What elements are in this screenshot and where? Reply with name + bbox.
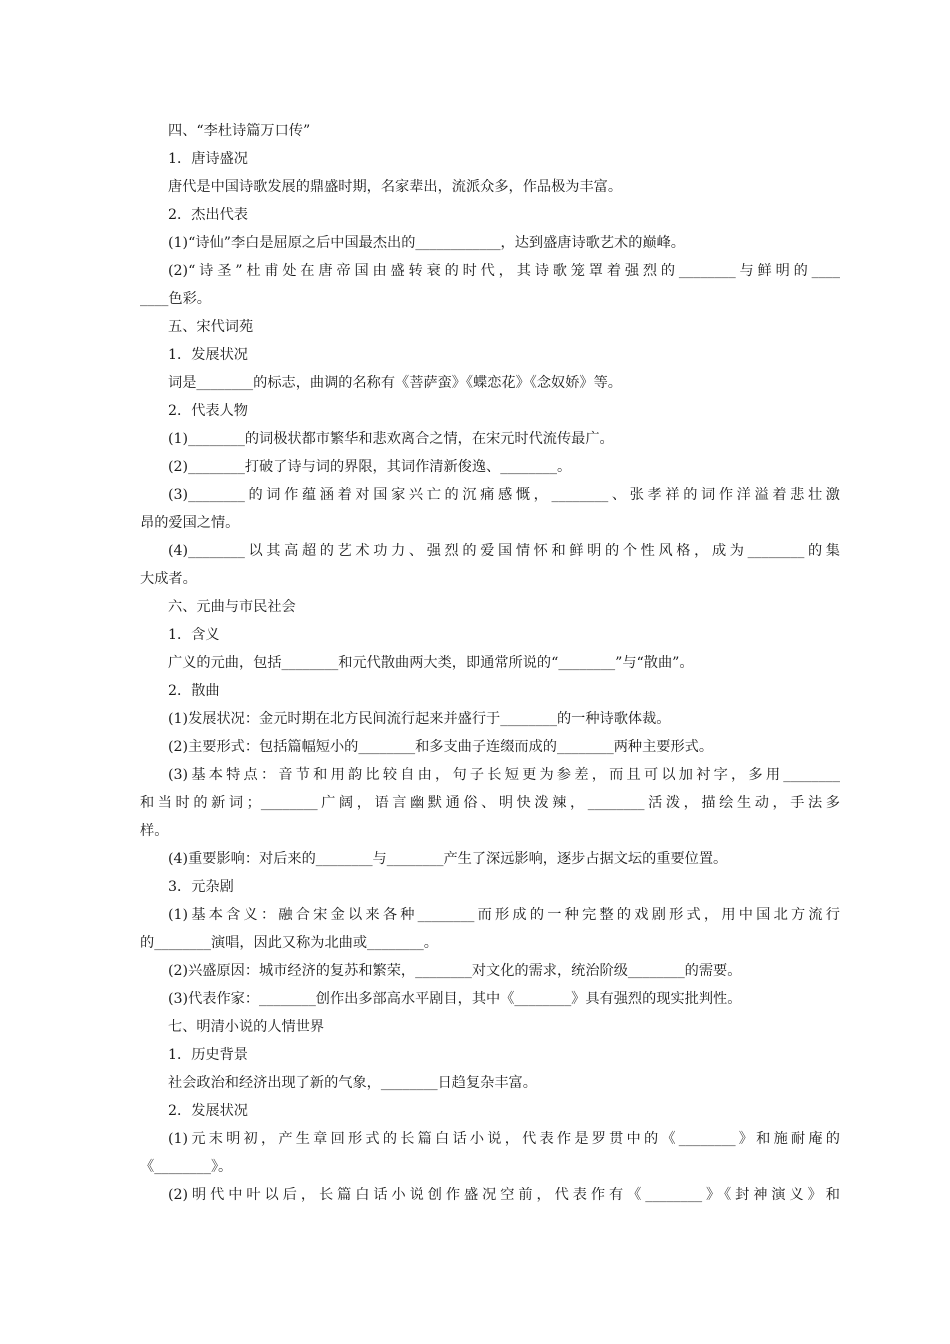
paragraph: (1)基本含义：融合宋金以来各种________而形成的一种完整的戏剧形式，用中国北方流行: [168, 907, 840, 923]
subheading-development: 1．发展状况: [168, 347, 248, 363]
paragraph: (2)明代中叶以后，长篇白话小说创作盛况空前，代表作有《________》《封神演义》和: [168, 1187, 840, 1203]
paragraph-continuation: 《________》。: [140, 1159, 233, 1175]
paragraph: (3)基本特点：音节和用韵比较自由，句子长短更为参差，而且可以加衬字，多用________: [168, 767, 840, 783]
paragraph: (2)兴盛原因：城市经济的复苏和繁荣，________对文化的需求，统治阶级________的需要。: [168, 963, 742, 979]
paragraph: (2)主要形式：包括篇幅短小的________和多支曲子连缀而成的________两种主要形式。: [168, 739, 714, 755]
paragraph: 唐代是中国诗歌发展的鼎盛时期，名家辈出，流派众多，作品极为丰富。: [168, 179, 623, 195]
section-heading-5: 五、宋代词苑: [168, 319, 254, 335]
section-heading-6: 六、元曲与市民社会: [168, 599, 296, 615]
section-heading-4: 四、“李杜诗篇万口传”: [168, 123, 311, 139]
paragraph: (2)________打破了诗与词的界限，其词作清新俊逸、________。: [168, 459, 572, 475]
paragraph: (4)________以其高超的艺术功力、强烈的爱国情怀和鲜明的个性风格，成为________的集: [168, 543, 840, 559]
paragraph-continuation: 昂的爱国之情。: [140, 515, 240, 531]
paragraph-continuation: ____色彩。: [140, 291, 211, 307]
subheading-tang-poetry: 1．唐诗盛况: [168, 151, 248, 167]
subheading-background: 1．历史背景: [168, 1047, 248, 1063]
subheading-sanqu: 2．散曲: [168, 683, 220, 699]
section-heading-7: 七、明清小说的人情世界: [168, 1019, 325, 1035]
paragraph: 广义的元曲，包括________和元代散曲两大类，即通常所说的“________”与“散曲”。: [168, 655, 694, 671]
subheading-meaning: 1．含义: [168, 627, 220, 643]
subheading-figures: 2．代表人物: [168, 403, 248, 419]
subheading-development-novels: 2．发展状况: [168, 1103, 248, 1119]
subheading-representatives: 2．杰出代表: [168, 207, 248, 223]
subheading-zaju: 3．元杂剧: [168, 879, 234, 895]
paragraph-continuation: 大成者。: [140, 571, 197, 587]
paragraph: (4)重要影响：对后来的________与________产生了深远影响，逐步占据文坛的重要位置。: [168, 851, 728, 867]
paragraph: (1)发展状况：金元时期在北方民间流行起来并盛行于________的一种诗歌体裁。: [168, 711, 671, 727]
paragraph: (1)“诗仙”李白是屈原之后中国最杰出的____________，达到盛唐诗歌艺术的巅峰。: [168, 235, 685, 251]
paragraph-continuation: 的________演唱，因此又称为北曲或________。: [140, 935, 438, 951]
paragraph: 词是________的标志，曲调的名称有《菩萨蛮》《蝶恋花》《念奴娇》等。: [168, 375, 622, 391]
paragraph-continuation: 和当时的新词；________广阔，语言幽默通俗、明快泼辣，________活泼，描绘生动，手法多: [140, 795, 840, 811]
paragraph: (1)元末明初，产生章回形式的长篇白话小说，代表作是罗贯中的《________》和施耐庵的: [168, 1131, 840, 1147]
paragraph: (3)代表作家：________创作出多部高水平剧目，其中《________》具有强烈的现实批判性。: [168, 991, 742, 1007]
paragraph: (1)________的词极状都市繁华和悲欢离合之情，在宋元时代流传最广。: [168, 431, 614, 447]
paragraph: (3)________的词作蕴涵着对国家兴亡的沉痛感慨，________、张孝祥的词作洋溢着悲壮激: [168, 487, 840, 503]
paragraph: (2)“诗圣”杜甫处在唐帝国由盛转衰的时代，其诗歌笼罩着强烈的________与鲜明的____: [168, 263, 840, 279]
paragraph: 社会政治和经济出现了新的气象，________日趋复杂丰富。: [168, 1075, 537, 1091]
document-page: [140, 117, 840, 1209]
paragraph-continuation: 样。: [140, 823, 169, 839]
